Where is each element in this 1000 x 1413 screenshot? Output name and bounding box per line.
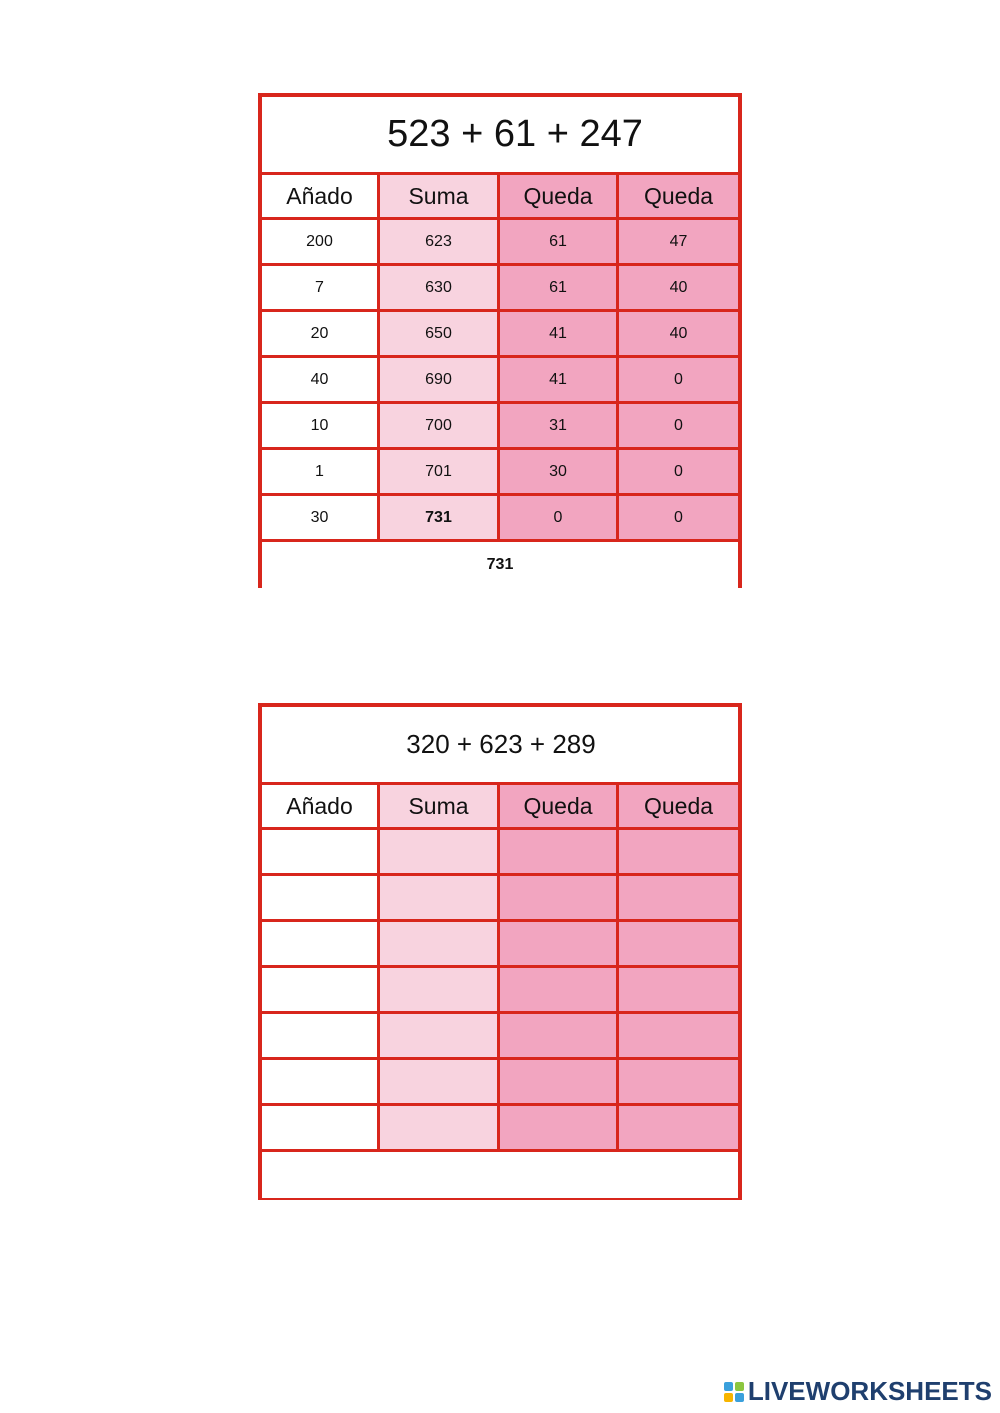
cell-suma: 650 <box>380 312 500 358</box>
answer-field-suma[interactable] <box>380 1060 500 1106</box>
answer-field-suma[interactable] <box>380 922 500 968</box>
cell-suma-final: 731 <box>380 496 500 542</box>
cell-anado: 30 <box>262 496 380 542</box>
cell-queda-2: 47 <box>619 220 738 266</box>
answer-field-anado[interactable] <box>262 830 380 876</box>
cell-queda: 30 <box>500 450 619 496</box>
answer-field-queda[interactable] <box>500 830 619 876</box>
cell-queda-2: 40 <box>619 312 738 358</box>
answer-field-queda[interactable] <box>500 876 619 922</box>
cell-suma: 623 <box>380 220 500 266</box>
total-result: 731 <box>262 542 738 588</box>
cell-queda: 61 <box>500 220 619 266</box>
cell-queda: 41 <box>500 312 619 358</box>
answer-field-queda-2[interactable] <box>619 922 738 968</box>
answer-field-queda-2[interactable] <box>619 1060 738 1106</box>
cell-queda-2: 0 <box>619 358 738 404</box>
header-queda: Queda <box>500 175 619 220</box>
logo-text: LIVEWORKSHEETS <box>747 1376 992 1406</box>
answer-field-queda-2[interactable] <box>619 968 738 1014</box>
answer-field-anado[interactable] <box>262 968 380 1014</box>
answer-field-anado[interactable] <box>262 1060 380 1106</box>
cell-anado: 40 <box>262 358 380 404</box>
table-body <box>262 220 738 542</box>
answer-field-queda[interactable] <box>500 1060 619 1106</box>
cell-suma: 700 <box>380 404 500 450</box>
cell-queda: 0 <box>500 496 619 542</box>
header-suma: Suma <box>380 175 500 220</box>
addition-table-2 <box>258 703 742 1200</box>
cell-queda-2: 0 <box>619 496 738 542</box>
cell-anado: 200 <box>262 220 380 266</box>
answer-field-queda-2[interactable] <box>619 1014 738 1060</box>
cell-queda-2: 0 <box>619 450 738 496</box>
addition-table-1 <box>258 93 742 588</box>
answer-field-queda-2[interactable] <box>619 1106 738 1152</box>
answer-field-anado[interactable] <box>262 922 380 968</box>
cell-queda: 31 <box>500 404 619 450</box>
cell-suma: 630 <box>380 266 500 312</box>
header-suma: Suma <box>380 785 500 830</box>
cell-queda: 61 <box>500 266 619 312</box>
answer-field-anado[interactable] <box>262 1106 380 1152</box>
cell-suma: 701 <box>380 450 500 496</box>
table-title: 320 + 623 + 289 <box>262 707 738 785</box>
cell-queda: 41 <box>500 358 619 404</box>
answer-field-suma[interactable] <box>380 876 500 922</box>
answer-field-queda-2[interactable] <box>619 876 738 922</box>
answer-field-suma[interactable] <box>380 968 500 1014</box>
answer-field-anado[interactable] <box>262 1014 380 1060</box>
header-anado: Añado <box>262 785 380 830</box>
answer-field-queda[interactable] <box>500 922 619 968</box>
cell-anado: 1 <box>262 450 380 496</box>
liveworksheets-logo <box>724 1376 992 1407</box>
answer-field-queda[interactable] <box>500 1014 619 1060</box>
answer-field-suma[interactable] <box>380 1014 500 1060</box>
answer-field-queda[interactable] <box>500 1106 619 1152</box>
answer-field-suma[interactable] <box>380 830 500 876</box>
table-body <box>262 830 738 1152</box>
total-answer-field[interactable] <box>262 1152 738 1198</box>
liveworksheets-logo-icon <box>724 1382 744 1402</box>
cell-anado: 20 <box>262 312 380 358</box>
cell-anado: 7 <box>262 266 380 312</box>
answer-field-queda-2[interactable] <box>619 830 738 876</box>
header-queda: Queda <box>500 785 619 830</box>
cell-queda-2: 0 <box>619 404 738 450</box>
table-header <box>262 785 738 830</box>
answer-field-anado[interactable] <box>262 876 380 922</box>
cell-anado: 10 <box>262 404 380 450</box>
answer-field-suma[interactable] <box>380 1106 500 1152</box>
header-queda-2: Queda <box>619 175 738 220</box>
table-header <box>262 175 738 220</box>
header-queda-2: Queda <box>619 785 738 830</box>
answer-field-queda[interactable] <box>500 968 619 1014</box>
table-title: 523 + 61 + 247 <box>262 97 738 175</box>
cell-queda-2: 40 <box>619 266 738 312</box>
header-anado: Añado <box>262 175 380 220</box>
cell-suma: 690 <box>380 358 500 404</box>
